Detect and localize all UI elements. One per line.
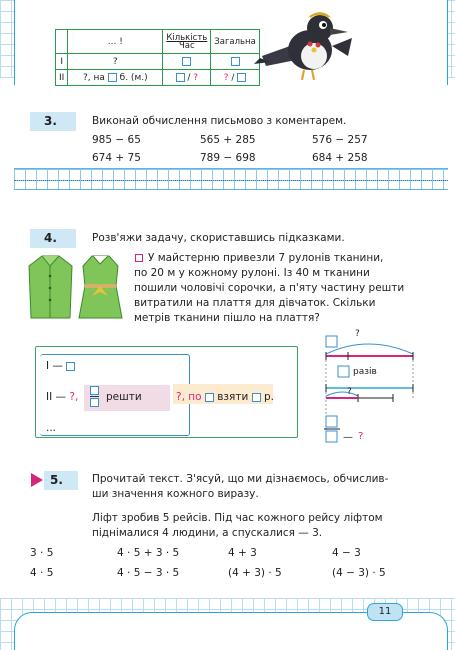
dress-illustration bbox=[78, 252, 123, 322]
task-5-arrow-icon bbox=[30, 472, 44, 488]
task-5-text-line: ши значення кожного виразу. bbox=[92, 488, 259, 500]
task-5-expr: 4 − 3 bbox=[332, 547, 361, 559]
task-4-problem-line: метрів тканини пішло на плаття? bbox=[134, 312, 320, 324]
task-5-expr: 4 + 3 bbox=[228, 547, 257, 559]
segment-diagram bbox=[318, 328, 428, 453]
diagram-q-top: ? bbox=[355, 329, 360, 339]
row-label-2: ІІ bbox=[56, 70, 68, 86]
task-5-expr: 4 · 5 + 3 · 5 bbox=[117, 547, 180, 559]
task-5-expr: 4 · 5 − 3 · 5 bbox=[117, 567, 180, 579]
task-3-number: 3. bbox=[30, 112, 76, 131]
table-head-1: ... ! bbox=[68, 30, 163, 54]
task-5-text-line: Прочитай текст. З'ясуй, що ми дізнаємось, обчислив- bbox=[92, 473, 389, 485]
row2-cell: ?, на б. (м.) bbox=[68, 70, 163, 86]
task-4-text: Розв'яжи задачу, скориставшись підказками. bbox=[92, 232, 345, 244]
row1-cell: ? bbox=[68, 54, 163, 70]
task-3-expr: 576 − 257 bbox=[312, 134, 368, 146]
diagram-dash: — bbox=[343, 432, 353, 443]
task-5-story-line: Ліфт зробив 5 рейсів. Під час кожного рейсу ліфтом bbox=[92, 512, 383, 524]
task-3-expr: 565 + 285 bbox=[200, 134, 256, 146]
task-5-expr: (4 − 3) · 5 bbox=[332, 567, 386, 579]
writing-grid-line bbox=[14, 180, 448, 181]
hint-line-2: ІІ — ?, bbox=[46, 391, 79, 403]
task-3-expr: 985 − 65 bbox=[92, 134, 141, 146]
task-3-expr: 684 + 258 bbox=[312, 152, 368, 164]
task-4-number: 4. bbox=[30, 229, 76, 248]
task-3-expr: 789 − 698 bbox=[200, 152, 256, 164]
hint-ellipsis: ... bbox=[46, 422, 57, 434]
task-5-number: 5. bbox=[44, 471, 78, 490]
table-head-3: Загальна bbox=[211, 30, 260, 54]
task-5-expr: 4 · 5 bbox=[30, 567, 54, 579]
shirt-illustration bbox=[28, 252, 73, 322]
diagram-q-bottom: ? bbox=[358, 431, 364, 442]
row2-box-a: / ? bbox=[163, 70, 211, 86]
task-4-problem-line: У майстерню привезли 7 рулонів тканини, bbox=[148, 252, 384, 264]
task-4-problem-line: пошили чоловічі сорочки, а п'яту частину решти bbox=[134, 282, 405, 294]
row2-box-b: ? / bbox=[211, 70, 260, 86]
task-5-expr: 3 · 5 bbox=[30, 547, 54, 559]
diagram-times: разів bbox=[353, 367, 377, 377]
magpie-illustration bbox=[252, 8, 362, 83]
row1-box-a bbox=[163, 54, 211, 70]
task-3-text: Виконай обчислення письмово з коментарем. bbox=[92, 115, 347, 127]
task-5-story-line: піднімалися 4 людини, а спускалися — 3. bbox=[92, 527, 323, 539]
page-number-badge: 11 bbox=[367, 603, 403, 621]
fraction-boxes[interactable] bbox=[90, 386, 99, 407]
writing-grid-strip[interactable] bbox=[14, 168, 448, 190]
task-4-marker bbox=[135, 254, 143, 262]
problem-table bbox=[55, 29, 260, 86]
divide-hint: ?, по взяти р. bbox=[176, 391, 274, 403]
hint-line-1: І — bbox=[46, 360, 75, 372]
diagram-q-mid: ? bbox=[347, 387, 352, 397]
task-3-expr: 674 + 75 bbox=[92, 152, 141, 164]
task-4-problem-line: витратили на плаття для дівчаток. Скільки bbox=[134, 297, 376, 309]
table-head-2: Кількість Час bbox=[163, 30, 211, 54]
task-5-expr: (4 + 3) · 5 bbox=[228, 567, 282, 579]
remainder-word: решти bbox=[106, 391, 142, 403]
task-4-problem-line: по 20 м у кожному рулоні. Із 40 м тканини bbox=[134, 267, 370, 279]
row-label-1: І bbox=[56, 54, 68, 70]
